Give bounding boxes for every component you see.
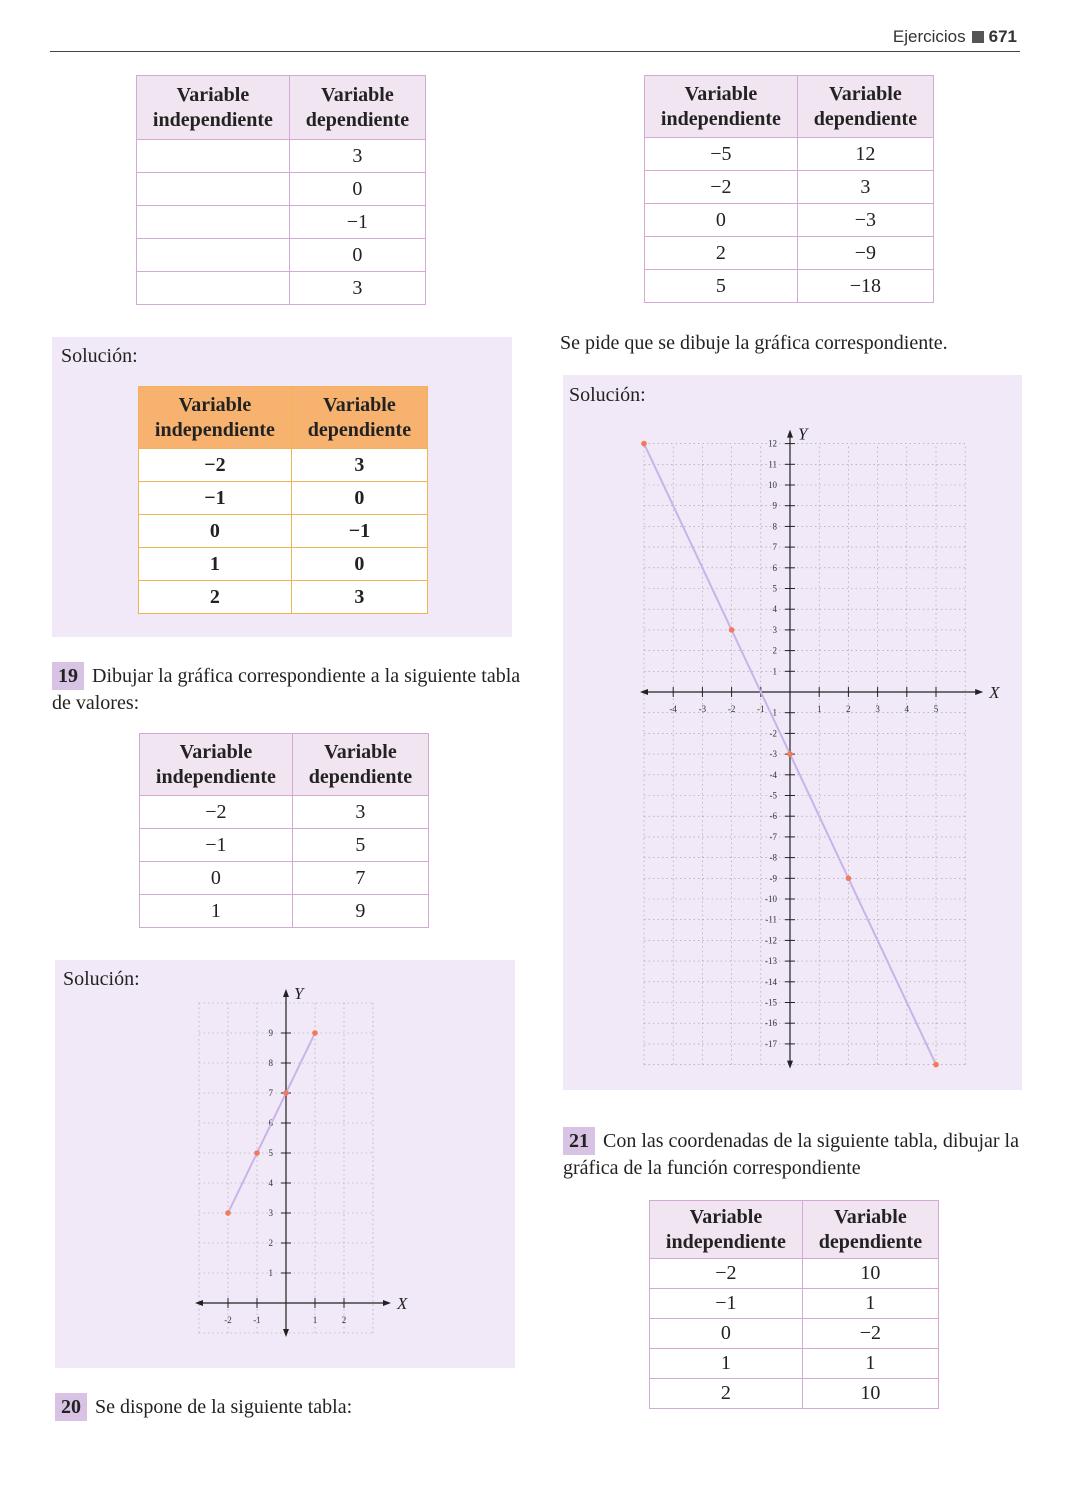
col-header-dependent: Variable dependiente xyxy=(291,387,427,449)
exercise-number: 19 xyxy=(52,662,84,690)
x-tick-label: -1 xyxy=(253,1315,261,1325)
data-point xyxy=(729,627,735,633)
table-row xyxy=(140,895,429,928)
x-tick-label: -4 xyxy=(669,704,677,714)
y-tick-label: 9 xyxy=(268,1028,273,1038)
independent-cell: −1 xyxy=(139,482,292,515)
independent-cell: −2 xyxy=(645,171,798,204)
exercise-20-note: Se pide que se dibuje la gráfica correspondiente. xyxy=(560,332,948,354)
col-header-dependent: Variable dependiente xyxy=(292,734,428,796)
dependent-cell: 0 xyxy=(289,239,425,272)
dependent-cell: 3 xyxy=(291,581,427,614)
y-tick-label: 6 xyxy=(268,1118,273,1128)
table-row xyxy=(139,581,428,614)
exercise-20-graph xyxy=(625,415,1000,1075)
x-tick-label: -3 xyxy=(698,704,707,714)
col-header-independent: Variable independiente xyxy=(645,76,798,138)
table-row xyxy=(139,515,428,548)
col-header-dependent: Variable dependiente xyxy=(802,1201,938,1259)
y-tick-label: -4 xyxy=(769,769,777,780)
y-tick-label: -6 xyxy=(769,811,777,822)
x-axis-label: X xyxy=(397,1294,408,1313)
independent-cell xyxy=(137,206,290,239)
table-row xyxy=(137,206,426,239)
y-axis-label: Y xyxy=(798,424,808,444)
solution-label: Solución: xyxy=(61,345,138,367)
independent-cell: 2 xyxy=(650,1379,803,1409)
y-tick-label: 2 xyxy=(772,645,777,656)
dependent-cell: 10 xyxy=(802,1379,938,1409)
col-header-independent: Variable independiente xyxy=(650,1201,803,1259)
solution-label: Solución: xyxy=(569,384,646,406)
exercise-20-table xyxy=(644,75,934,303)
exercise-text: Con las coordenadas de la siguiente tabla, dibujar la gráfica de la función correspondiente xyxy=(563,1130,1019,1179)
independent-cell: 0 xyxy=(139,515,292,548)
exercise-19-table xyxy=(139,733,429,928)
y-arrow-icon xyxy=(787,430,793,438)
x-tick-label: -2 xyxy=(224,1315,232,1325)
dependent-cell: 5 xyxy=(292,829,428,862)
exercise-18-solution-table xyxy=(138,386,428,614)
col-header-dependent: Variable dependiente xyxy=(797,76,933,138)
y-tick-label: -13 xyxy=(765,956,777,967)
dependent-cell: 3 xyxy=(291,449,427,482)
independent-cell: 0 xyxy=(140,862,293,895)
table-row xyxy=(645,171,934,204)
table-row xyxy=(645,270,934,303)
exercise-18-table xyxy=(136,75,426,305)
data-point xyxy=(641,441,647,447)
col-header-dependent: Variable dependiente xyxy=(289,76,425,140)
table-row xyxy=(137,173,426,206)
table-row xyxy=(645,138,934,171)
y-tick-label: 10 xyxy=(768,480,777,490)
x-tick-label: 2 xyxy=(846,704,851,714)
table-row xyxy=(645,204,934,237)
independent-cell: 2 xyxy=(139,581,292,614)
running-header xyxy=(893,27,1017,47)
table-row xyxy=(137,140,426,173)
independent-cell xyxy=(137,173,290,206)
y-tick-label: -17 xyxy=(765,1038,777,1049)
y-tick-label: 9 xyxy=(772,500,777,511)
independent-cell: 1 xyxy=(140,895,293,928)
y-tick-label: 8 xyxy=(772,521,777,532)
y-tick-label: 12 xyxy=(768,438,777,449)
dependent-cell: 9 xyxy=(292,895,428,928)
independent-cell: −1 xyxy=(650,1289,803,1319)
table-row xyxy=(650,1319,939,1349)
x-tick-label: 2 xyxy=(341,1315,347,1325)
x-arrow-icon xyxy=(975,689,983,695)
x-tick-label: -1 xyxy=(757,704,765,714)
y-arrow-down-icon xyxy=(787,1061,793,1069)
exercise-number: 20 xyxy=(55,1393,87,1421)
y-tick-label: -16 xyxy=(765,1018,777,1029)
exercise-21-table xyxy=(649,1200,939,1409)
dependent-cell: 0 xyxy=(289,173,425,206)
x-tick-label: 1 xyxy=(312,1315,318,1325)
y-axis-label: Y xyxy=(294,984,304,1003)
independent-cell: 1 xyxy=(650,1349,803,1379)
data-point xyxy=(254,1150,260,1156)
y-tick-label: 1 xyxy=(268,1268,273,1278)
table-row xyxy=(650,1289,939,1319)
y-tick-label: -5 xyxy=(769,790,777,801)
grid xyxy=(644,444,965,1065)
independent-cell: −2 xyxy=(140,796,293,829)
dependent-cell: 1 xyxy=(802,1349,938,1379)
independent-cell: 1 xyxy=(139,548,292,581)
page-number: 671 xyxy=(988,27,1017,46)
exercise-text: Dibujar la gráfica correspondiente a la siguiente tabla de valores: xyxy=(52,665,521,714)
y-tick-label: 11 xyxy=(768,459,777,470)
solution-label: Solución: xyxy=(63,968,140,990)
y-tick-label: -8 xyxy=(769,852,777,863)
independent-cell: 0 xyxy=(645,204,798,237)
col-header-independent: Variable independiente xyxy=(139,387,292,449)
y-tick-label: 6 xyxy=(772,562,777,573)
dependent-cell: −1 xyxy=(291,515,427,548)
y-tick-label: 8 xyxy=(268,1058,273,1068)
data-point xyxy=(933,1062,939,1068)
y-tick-label: 4 xyxy=(268,1178,273,1188)
x-tick-label: 4 xyxy=(904,704,910,714)
table-row xyxy=(137,239,426,272)
x-axis-label: X xyxy=(989,683,1000,702)
y-tick-label: -11 xyxy=(765,914,777,925)
dependent-cell: 0 xyxy=(291,482,427,515)
dependent-cell: 12 xyxy=(797,138,933,171)
table-row xyxy=(650,1259,939,1289)
y-tick-label: -14 xyxy=(765,976,777,987)
exercise-21-statement xyxy=(563,1127,1033,1181)
y-tick-label: 5 xyxy=(268,1148,273,1158)
table-row xyxy=(140,796,429,829)
data-point xyxy=(846,876,852,882)
exercise-19-statement xyxy=(52,662,522,716)
y-tick-label: -9 xyxy=(769,873,777,884)
y-tick-label: 4 xyxy=(772,604,777,615)
dependent-cell: 3 xyxy=(292,796,428,829)
dependent-cell: 0 xyxy=(291,548,427,581)
dependent-cell: −3 xyxy=(797,204,933,237)
table-row xyxy=(645,237,934,270)
independent-cell: 5 xyxy=(645,270,798,303)
dependent-cell: −2 xyxy=(802,1319,938,1349)
x-tick-label: -2 xyxy=(727,704,736,714)
independent-cell: −2 xyxy=(139,449,292,482)
independent-cell xyxy=(137,272,290,305)
table-row xyxy=(650,1379,939,1409)
dependent-cell: 3 xyxy=(289,140,425,173)
dependent-cell: 1 xyxy=(802,1289,938,1319)
dependent-cell: 10 xyxy=(802,1259,938,1289)
y-tick-label: 3 xyxy=(772,624,777,635)
data-point xyxy=(225,1210,231,1216)
exercise-19-graph xyxy=(180,984,410,1345)
square-bullet-icon xyxy=(972,31,984,43)
table-row xyxy=(140,862,429,895)
y-tick-label: -10 xyxy=(765,894,777,904)
y-tick-label: -3 xyxy=(769,749,777,760)
y-tick-label: 5 xyxy=(772,583,777,594)
independent-cell: −5 xyxy=(645,138,798,171)
dependent-cell: −1 xyxy=(289,206,425,239)
table-row xyxy=(137,272,426,305)
independent-cell: −1 xyxy=(140,829,293,862)
dependent-cell: −9 xyxy=(797,237,933,270)
dependent-cell: 3 xyxy=(797,171,933,204)
data-point xyxy=(312,1030,318,1036)
y-tick-label: 3 xyxy=(268,1208,273,1218)
table-row xyxy=(140,829,429,862)
x-arrow-icon xyxy=(383,1300,391,1306)
y-tick-label: 7 xyxy=(268,1088,273,1098)
table-row xyxy=(650,1349,939,1379)
x-tick-label: 5 xyxy=(933,704,939,714)
x-tick-label: 1 xyxy=(816,704,822,714)
axes xyxy=(195,984,408,1337)
axes xyxy=(640,425,1000,1069)
data-point xyxy=(283,1090,289,1096)
dependent-cell: 3 xyxy=(289,272,425,305)
independent-cell xyxy=(137,239,290,272)
table-row xyxy=(139,548,428,581)
y-tick-label: -15 xyxy=(765,997,777,1008)
exercise-text: Se dispone de la siguiente tabla: xyxy=(95,1396,353,1418)
table-row xyxy=(139,482,428,515)
y-tick-label: -12 xyxy=(765,935,777,946)
exercise-number: 21 xyxy=(563,1127,595,1155)
independent-cell: −2 xyxy=(650,1259,803,1289)
exercise-20-statement xyxy=(55,1393,525,1421)
independent-cell xyxy=(137,140,290,173)
data-point xyxy=(787,751,793,757)
independent-cell: 2 xyxy=(645,237,798,270)
y-tick-label: -2 xyxy=(769,728,777,739)
header-rule xyxy=(50,51,1020,52)
y-tick-label: 2 xyxy=(268,1238,273,1248)
y-tick-label: -7 xyxy=(769,831,777,842)
y-tick-label: 1 xyxy=(772,666,777,677)
dependent-cell: 7 xyxy=(292,862,428,895)
y-tick-label: -1 xyxy=(769,707,777,718)
x-tick-label: 3 xyxy=(875,704,880,714)
table-row xyxy=(139,449,428,482)
section-title: Ejercicios xyxy=(892,27,966,46)
y-tick-label: 7 xyxy=(772,542,777,553)
col-header-independent: Variable independiente xyxy=(137,76,290,140)
y-arrow-down-icon xyxy=(283,1329,289,1337)
col-header-independent: Variable independiente xyxy=(140,734,293,796)
independent-cell: 0 xyxy=(650,1319,803,1349)
dependent-cell: −18 xyxy=(797,270,933,303)
